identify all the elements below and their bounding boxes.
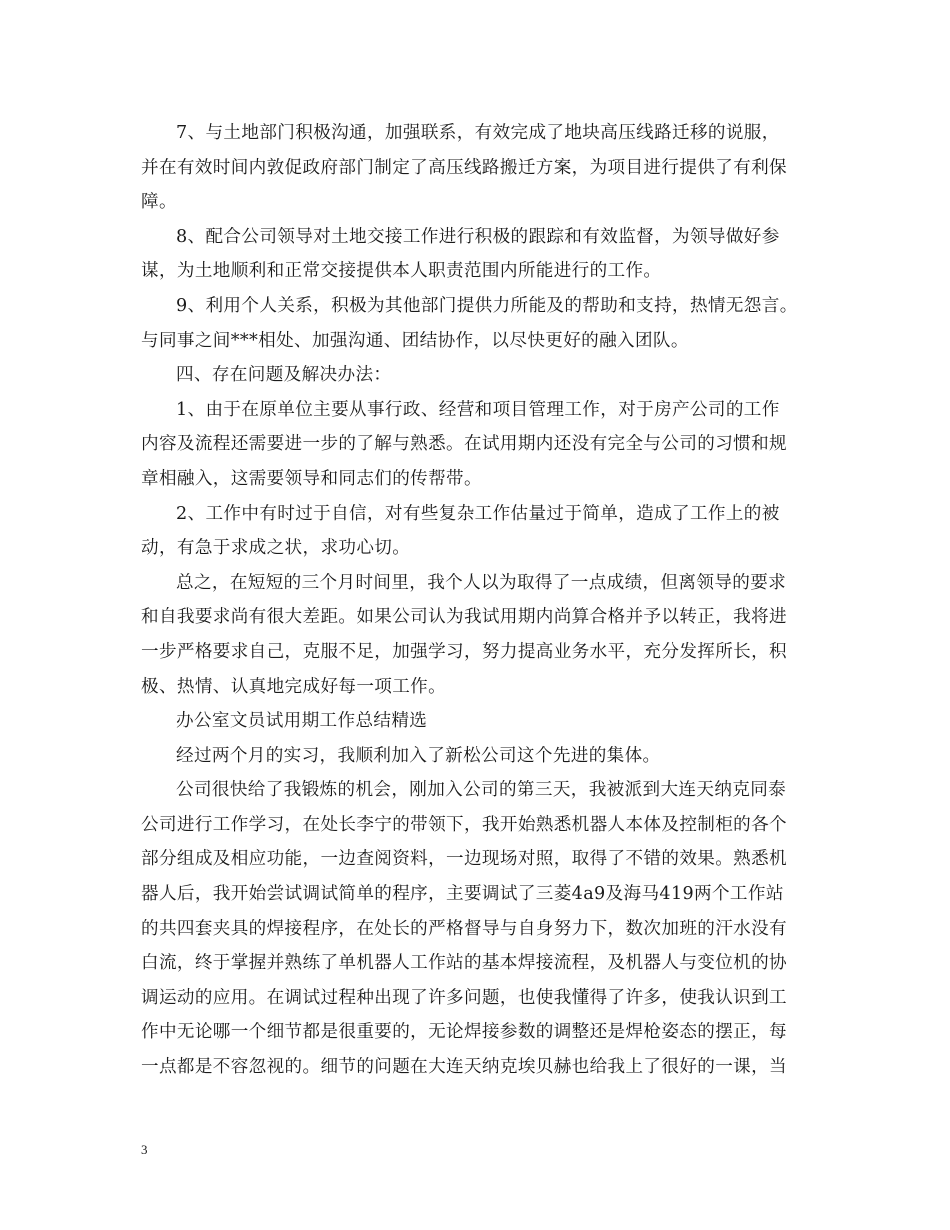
paragraph-line: 章相融入，这需要领导和同志们的传帮带。 <box>141 468 482 489</box>
paragraph-line: 与同事之间***相处、加强沟通、团结协作，以尽快更好的融入团队。 <box>141 330 689 351</box>
body-text <box>141 116 809 1085</box>
section-heading: 四、存在问题及解决办法： <box>176 365 392 386</box>
paragraph-line: 作中无论哪一个细节都是很重要的，无论焊接参数的调整还是焊枪姿态的摆正，每 <box>141 1022 787 1043</box>
paragraph-line: 动，有急于求成之状，求功心切。 <box>141 538 411 559</box>
paragraph-line: 谋，为土地顺利和正常交接提供本人职责范围内所能进行的工作。 <box>141 261 662 282</box>
paragraph-line: 9、利用个人关系，积极为其他部门提供力所能及的帮助和支持，热情无怨言。 <box>176 295 798 316</box>
paragraph-line: 经过两个月的实习，我顺利加入了新松公司这个先进的集体。 <box>176 745 661 766</box>
page-number: 3 <box>141 1142 148 1157</box>
paragraph-line: 并在有效时间内敦促政府部门制定了高压线路搬迁方案，为项目进行提供了有利保 <box>141 157 787 178</box>
paragraph-line: 公司进行工作学习，在处长李宁的带领下，我开始熟悉机器人本体及控制柜的各个 <box>141 814 787 835</box>
paragraph-line: 和自我要求尚有很大差距。如果公司认为我试用期内尚算合格并予以转正，我将进 <box>141 607 787 628</box>
paragraph-line: 调运动的应用。在调试过程种出现了许多问题，也使我懂得了许多，使我认识到工 <box>141 987 787 1008</box>
paragraph-line: 总之，在短短的三个月时间里，我个人以为取得了一点成绩，但离领导的要求 <box>176 572 787 593</box>
paragraph-line: 器人后，我开始尝试调试简单的程序，主要调试了三菱4a9及海马419两个工作站 <box>141 884 784 905</box>
section-title: 办公室文员试用期工作总结精选 <box>176 711 428 732</box>
paragraph-line: 8、配合公司领导对土地交接工作进行积极的跟踪和有效监督，为领导做好参 <box>176 226 780 247</box>
paragraph-line: 极、热情、认真地完成好每一项工作。 <box>141 676 447 697</box>
paragraph-line: 2、工作中有时过于自信，对有些复杂工作估量过于简单，造成了工作上的被 <box>176 503 780 524</box>
paragraph-line: 7、与土地部门积极沟通，加强联系，有效完成了地块高压线路迁移的说服， <box>176 123 780 143</box>
paragraph-line: 公司很快给了我锻炼的机会，刚加入公司的第三天，我被派到大连天纳克同泰 <box>176 780 787 801</box>
paragraph-line: 的共四套夹具的焊接程序，在处长的严格督导与自身努力下，数次加班的汗水没有 <box>141 918 787 939</box>
paragraph-line: 1、由于在原单位主要从事行政、经营和项目管理工作，对于房产公司的工作 <box>176 399 780 420</box>
paragraph-line: 白流，终于掌握并熟练了单机器人工作站的基本焊接流程，及机器人与变位机的协 <box>141 953 787 974</box>
paragraph-line: 一步严格要求自己，克服不足，加强学习，努力提高业务水平，充分发挥所长，积 <box>141 641 787 662</box>
paragraph-line: 部分组成及相应功能，一边查阅资料，一边现场对照，取得了不错的效果。熟悉机 <box>141 849 787 870</box>
paragraph-line: 障。 <box>141 192 177 213</box>
paragraph-line: 一点都是不容忽视的。细节的问题在大连天纳克埃贝赫也给我上了很好的一课，当 <box>141 1057 787 1078</box>
paragraph-line: 内容及流程还需要进一步的了解与熟悉。在试用期内还没有完全与公司的习惯和规 <box>141 434 787 455</box>
